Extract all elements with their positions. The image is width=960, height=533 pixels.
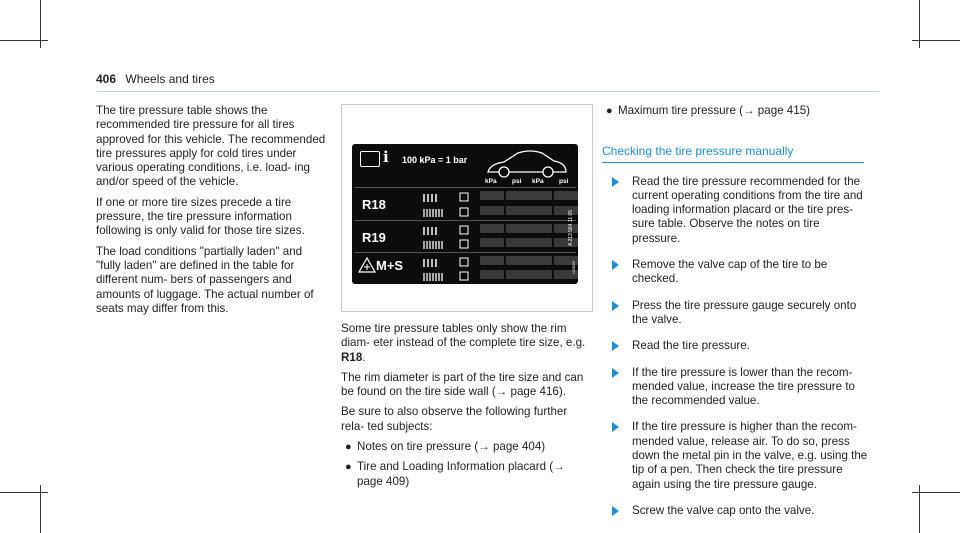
- load-partial-icon: [420, 255, 474, 269]
- section-rule: [602, 162, 864, 163]
- step-text: Read the tire pressure recommended for the current operating conditions from the tire and loading information placard or the tire pres- sure table. Observe the notes on tire pressure.: [632, 174, 863, 245]
- mud-snow-label: M+S: [376, 258, 404, 273]
- list-item-text: Notes on tire pressure (→ page 404): [357, 440, 546, 454]
- step-arrow-icon: [612, 506, 619, 516]
- crop-mark: [0, 492, 48, 493]
- step-text: If the tire pressure is lower than the recom- mended value, increase the tire pressure to the recommended value.: [632, 365, 855, 408]
- load-partial-icon: [420, 190, 474, 204]
- row-label: R18: [362, 197, 386, 212]
- pressure-value-cell: [528, 206, 552, 215]
- page-number: 406: [96, 72, 117, 86]
- pressure-value-cell: [554, 191, 578, 200]
- crop-mark: [912, 492, 960, 493]
- step-arrow-icon: [612, 260, 619, 270]
- step-arrow-icon: [612, 301, 619, 311]
- bullet-icon: ●: [345, 461, 352, 474]
- snowflake-mountain-icon: [358, 257, 376, 273]
- step-item: [602, 420, 870, 491]
- page-header: [96, 72, 215, 86]
- paragraph: The tire pressure table shows the recommended tire pressure for all tires approved for this vehicle. The recommended tire pressures apply for cold tires under various operating conditions, i.e. load- ing and/or speed of the vehicle.: [96, 104, 326, 189]
- step-text: Remove the valve cap of the tire to be checked.: [632, 258, 828, 286]
- paragraph: The load conditions "partially laden" and "fully laden" are defined in the table for different num- bers of passengers and amounts of luggage. The actual number of seats may differ from this.: [96, 244, 314, 315]
- car-silhouette-icon: [484, 146, 570, 180]
- crop-mark: [0, 40, 48, 41]
- step-text: Screw the valve cap onto the valve.: [632, 503, 815, 517]
- table-divider: [354, 252, 576, 253]
- tire-pressure-placard: [352, 144, 578, 284]
- unit-psi: psi: [559, 178, 569, 185]
- step-item: [602, 504, 870, 518]
- list-item-text: Tire and Loading Information placard (→ page 409): [357, 460, 565, 488]
- text-span: .: [362, 350, 366, 364]
- step-text: Press the tire pressure gauge securely onto the valve.: [632, 298, 857, 326]
- pressure-value-cell: [506, 270, 530, 279]
- table-divider: [354, 187, 576, 188]
- list-item[interactable]: [341, 440, 593, 454]
- paragraph: [341, 322, 593, 365]
- pressure-value-cell: [480, 191, 504, 200]
- paragraph: Be sure to also observe the following further rela- ted subjects:: [341, 405, 568, 433]
- load-full-icon: [420, 237, 474, 251]
- figure-code: 1236047: [572, 260, 576, 274]
- step-item: [602, 175, 870, 246]
- unit-kpa: kPa: [532, 178, 544, 185]
- list-item[interactable]: [341, 460, 593, 489]
- paragraph: The rim diameter is part of the tire size and can be found on the tire side wall (→ page 416).: [341, 370, 584, 399]
- unit-conversion: 100 kPa = 1 bar: [402, 155, 468, 165]
- paragraph: If one or more tire sizes precede a tire pressure, the tire pressure information following is only valid for those tire sizes.: [96, 195, 305, 238]
- rim-example: R18: [341, 350, 363, 364]
- pressure-value-cell: [528, 224, 552, 233]
- left-column: [96, 104, 328, 322]
- pressure-value-cell: [506, 256, 530, 265]
- step-item: [602, 258, 870, 287]
- pressure-value-cell: [528, 238, 552, 247]
- step-item: [602, 299, 870, 328]
- pressure-value-cell: [506, 224, 530, 233]
- unit-kpa: kPa: [485, 178, 497, 185]
- pressure-value-cell: [480, 224, 504, 233]
- step-arrow-icon: [612, 422, 619, 432]
- bullet-icon: ●: [345, 441, 352, 454]
- pressure-value-cell: [480, 270, 504, 279]
- step-arrow-icon: [612, 341, 619, 351]
- step-text: If the tire pressure is higher than the recom- mended value, release air. To do so, press down the metal pin in the valve, e.g. using the tip of a pen. Then check the tire pressure again using the tire pressure gauge.: [632, 420, 868, 491]
- pressure-value-cell: [480, 238, 504, 247]
- manual-book-icon: [360, 151, 380, 167]
- header-rule: [96, 91, 880, 92]
- list-item[interactable]: [602, 104, 870, 118]
- section-name: Wheels and tires: [125, 72, 215, 86]
- pressure-value-cell: [554, 206, 578, 215]
- crop-mark: [912, 40, 960, 41]
- load-partial-icon: [420, 223, 474, 237]
- load-full-icon: [420, 205, 474, 219]
- middle-column: [341, 322, 593, 495]
- part-number: A 213 584 11 05: [568, 209, 574, 246]
- pressure-value-cell: [506, 191, 530, 200]
- text-span: Some tire pressure tables only show the rim diam- eter instead of the complete tire size, e.g.: [341, 322, 586, 350]
- step-item: [602, 339, 870, 353]
- unit-psi: psi: [512, 178, 522, 185]
- row-label: R19: [362, 230, 386, 245]
- step-arrow-icon: [612, 177, 619, 187]
- section-title: Checking the tire pressure manually: [602, 144, 794, 159]
- load-full-icon: [420, 269, 474, 283]
- right-column: [602, 104, 870, 530]
- pressure-value-cell: [554, 224, 578, 233]
- table-divider: [354, 220, 576, 221]
- pressure-value-cell: [528, 270, 552, 279]
- pressure-value-cell: [528, 256, 552, 265]
- pressure-value-cell: [506, 206, 530, 215]
- bullet-icon: ●: [606, 105, 613, 117]
- step-text: Read the tire pressure.: [632, 339, 750, 353]
- step-item: [602, 366, 870, 409]
- pressure-value-cell: [480, 206, 504, 215]
- pressure-value-cell: [480, 256, 504, 265]
- tire-pressure-figure: [341, 104, 593, 312]
- pressure-value-cell: [554, 238, 578, 247]
- list-item-text: Maximum tire pressure (→ page 415): [618, 104, 811, 117]
- info-icon: i: [383, 148, 389, 166]
- pressure-value-cell: [506, 238, 530, 247]
- pressure-value-cell: [528, 191, 552, 200]
- step-arrow-icon: [612, 368, 619, 378]
